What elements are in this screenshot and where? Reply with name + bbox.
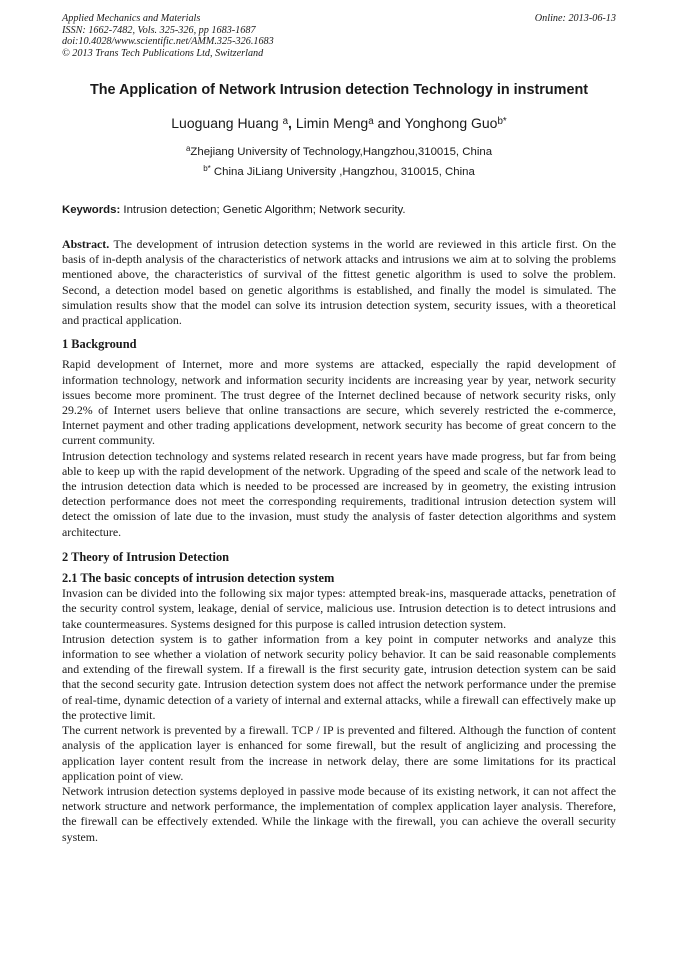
- author-separator: ,: [288, 115, 296, 131]
- copyright-line: © 2013 Trans Tech Publications Ltd, Switzerland: [62, 47, 264, 59]
- author-1: Luoguang Huang: [171, 115, 283, 131]
- abstract: [62, 237, 616, 328]
- author-2: Limin Meng: [295, 115, 369, 131]
- paragraph: Rapid development of Internet, more and more systems are attacked, especially the rapid development of information technology, network and information security incidents are increasing year by year, network security issues become more prominent. The trust degree of the Internet declined because of network security risks, only 29.2% of Internet users believe that online transactions are secure, which severely restricted the e-commerce, Internet payment and other trading applications development, network security has become of great concern to the current community.: [62, 357, 616, 448]
- abstract-text: The development of intrusion detection systems in the world are reviewed in this article first. On the basis of in-depth analysis of the characteristics of network attacks and intrusions we aim at to solving the problems mentioned above, the characteristics of survival of the fittest genetic algorithm is used to solve the problem. Second, a detection model based on genetic algorithms is established, and finally the model is simulated. The simulation results show that the model can solve its intrusion detection system, security issues, with a theoretical and practical application.: [62, 237, 616, 328]
- author-list: [40, 113, 638, 133]
- abstract-label: Abstract.: [62, 237, 110, 251]
- keywords-label: Keywords:: [62, 204, 121, 216]
- affiliation-text: Zhejiang University of Technology,Hangzhou,310015, China: [190, 146, 493, 158]
- issn-line: ISSN: 1662-7482, Vols. 325-326, pp 1683-1687: [62, 24, 256, 36]
- affiliation-a: [40, 145, 638, 160]
- affiliation-b: [40, 165, 638, 180]
- paragraph: Invasion can be divided into the following six major types: attempted break-ins, masquerade attacks, penetration of the security control system, leakage, denial of service, malicious use. Intrusion detection is to detect intrusions and take countermeasures. Systems designed for this purpose is called intrusion detection system.: [62, 586, 616, 631]
- keywords: [62, 203, 616, 218]
- journal-header: [62, 13, 616, 59]
- keywords-text: Intrusion detection; Genetic Algorithm; Network security.: [120, 204, 406, 216]
- author-2-affiliation-mark: a: [368, 115, 374, 127]
- doi-line: doi:10.4028/www.scientific.net/AMM.325-326.1683: [62, 36, 274, 48]
- paragraph: Intrusion detection technology and systems related research in recent years have made progress, but far from being able to keep up with the rapid development of the network. Upgrading of the speed and scale of the network lead to the intrusion detection data which is needed to be processed are increased by in geometry, the existing intrusion detection performance does not meet the corresponding requirements, traditional intrusion detection system will detect the omission of late due to the invasion, must study the analysis of faster detection algorithms and system architecture.: [62, 448, 616, 539]
- author-3-affiliation-mark: b*: [497, 115, 507, 127]
- online-date: Online: 2013-06-13: [534, 13, 616, 24]
- author-1-affiliation-mark: a: [282, 115, 289, 127]
- paragraph: Network intrusion detection systems deployed in passive mode because of its existing network, it can not affect the network structure and network performance, the implementation of complex application layer analysis. Therefore, the firewall can be effectively extended. While the linkage with the firewall, you can achieve the overall security system.: [62, 783, 616, 844]
- affiliation-text: China JiLiang University ,Hangzhou, 310015, China: [210, 166, 475, 178]
- subsection-heading-basic-concepts: 2.1 The basic concepts of intrusion detection system: [62, 571, 335, 586]
- paper-title: The Application of Network Intrusion detection Technology in instrument: [89, 82, 589, 98]
- journal-name: Applied Mechanics and Materials: [62, 13, 201, 24]
- author-separator: and: [373, 115, 405, 131]
- section-heading-theory: 2 Theory of Intrusion Detection: [62, 549, 230, 564]
- paragraph: The current network is prevented by a firewall. TCP / IP is prevented and filtered. Although the function of content analysis of the application layer is enhanced for some firewall, but the result of anglicizing and processing the application layer content result from the increase in network delay, there are some limitations for its practical application point of view.: [62, 723, 616, 783]
- section-heading-background: 1 Background: [62, 337, 137, 352]
- paper-body: [62, 237, 616, 845]
- author-3: Yonghong Guo: [404, 115, 498, 131]
- paragraph: Intrusion detection system is to gather information from a key point in computer networks and analyze this information to see whether a violation of network security policy behavior. It can be said reasonable complements and extending of the firewall system. If a firewall is the first security gate, intrusion detection system can be said that the second security gate. Intrusion detection system does not affect the network performance under the premise of real-time, dynamic detection of a variety of internal and external attacks, while a firewall can effectively make up the protective limit.: [62, 631, 616, 722]
- affiliation-mark: b*: [203, 164, 211, 174]
- affiliation-mark: a: [185, 144, 191, 154]
